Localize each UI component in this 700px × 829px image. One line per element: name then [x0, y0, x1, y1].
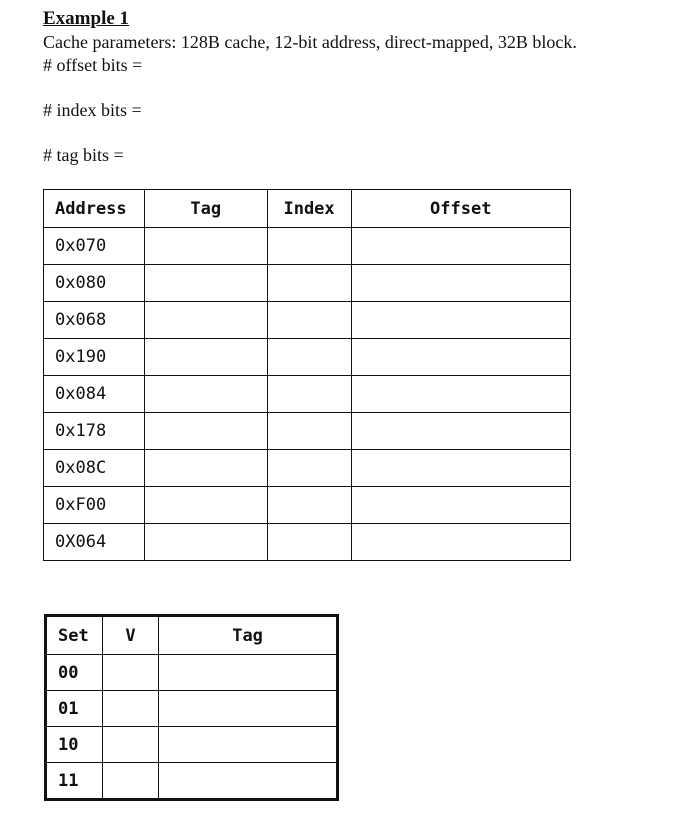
offset-cell[interactable]: [351, 302, 570, 339]
tag-cell[interactable]: [144, 450, 267, 487]
address-breakdown-table: [43, 189, 571, 561]
offset-bits-question: # offset bits =: [43, 55, 143, 75]
valid-column-header: V: [102, 616, 158, 655]
offset-cell[interactable]: [351, 450, 570, 487]
address-cell: 0x080: [44, 265, 145, 302]
tag-cell[interactable]: [144, 487, 267, 524]
index-cell[interactable]: [267, 228, 351, 265]
address-cell: 0x070: [44, 228, 145, 265]
set-index-cell: 10: [46, 727, 103, 763]
tag-cell[interactable]: [144, 376, 267, 413]
table-row: [46, 655, 338, 691]
tag-cell[interactable]: [144, 413, 267, 450]
offset-cell[interactable]: [351, 228, 570, 265]
offset-cell[interactable]: [351, 339, 570, 376]
table-row: [44, 450, 571, 487]
address-cell: 0xF00: [44, 487, 145, 524]
index-cell[interactable]: [267, 413, 351, 450]
tag-cell[interactable]: [144, 524, 267, 561]
table-row: [44, 413, 571, 450]
set-index-cell: 01: [46, 691, 103, 727]
index-cell[interactable]: [267, 265, 351, 302]
offset-cell[interactable]: [351, 265, 570, 302]
set-tag-cell[interactable]: [159, 727, 338, 763]
tag-cell[interactable]: [144, 302, 267, 339]
set-tag-cell[interactable]: [159, 763, 338, 800]
table-row: [44, 524, 571, 561]
tag-cell[interactable]: [144, 339, 267, 376]
address-table-header-row: [44, 190, 571, 228]
table-row: [46, 691, 338, 727]
table-row: [44, 228, 571, 265]
table-row: [44, 302, 571, 339]
index-cell[interactable]: [267, 339, 351, 376]
address-column-header: Address: [44, 190, 145, 228]
valid-cell[interactable]: [102, 691, 158, 727]
table-row: [44, 339, 571, 376]
offset-cell[interactable]: [351, 487, 570, 524]
index-cell[interactable]: [267, 450, 351, 487]
set-index-cell: 00: [46, 655, 103, 691]
table-row: [44, 376, 571, 413]
index-cell[interactable]: [267, 487, 351, 524]
table-row: [44, 265, 571, 302]
tag-cell[interactable]: [144, 228, 267, 265]
index-cell[interactable]: [267, 302, 351, 339]
set-tag-cell[interactable]: [159, 691, 338, 727]
index-column-header: Index: [267, 190, 351, 228]
valid-cell[interactable]: [102, 727, 158, 763]
tag-cell[interactable]: [144, 265, 267, 302]
example-heading: Example 1: [43, 8, 130, 29]
set-column-header: Set: [46, 616, 103, 655]
table-row: [46, 763, 338, 800]
offset-cell[interactable]: [351, 376, 570, 413]
offset-cell[interactable]: [351, 524, 570, 561]
address-cell: 0x08C: [44, 450, 145, 487]
set-index-cell: 11: [46, 763, 103, 800]
address-cell: 0x068: [44, 302, 145, 339]
address-cell: 0X064: [44, 524, 145, 561]
index-cell[interactable]: [267, 376, 351, 413]
index-bits-question: # index bits =: [43, 100, 142, 120]
cache-set-table: [44, 614, 339, 801]
offset-column-header: Offset: [351, 190, 570, 228]
set-tag-column-header: Tag: [159, 616, 338, 655]
cache-parameters-text: Cache parameters: 128B cache, 12-bit address, direct-mapped, 32B block.: [43, 32, 577, 52]
tag-column-header: Tag: [144, 190, 267, 228]
set-table-header-row: [46, 616, 338, 655]
table-row: [46, 727, 338, 763]
tag-bits-question: # tag bits =: [43, 145, 124, 165]
address-cell: 0x084: [44, 376, 145, 413]
set-tag-cell[interactable]: [159, 655, 338, 691]
valid-cell[interactable]: [102, 655, 158, 691]
index-cell[interactable]: [267, 524, 351, 561]
address-cell: 0x178: [44, 413, 145, 450]
valid-cell[interactable]: [102, 763, 158, 800]
table-row: [44, 487, 571, 524]
address-cell: 0x190: [44, 339, 145, 376]
offset-cell[interactable]: [351, 413, 570, 450]
